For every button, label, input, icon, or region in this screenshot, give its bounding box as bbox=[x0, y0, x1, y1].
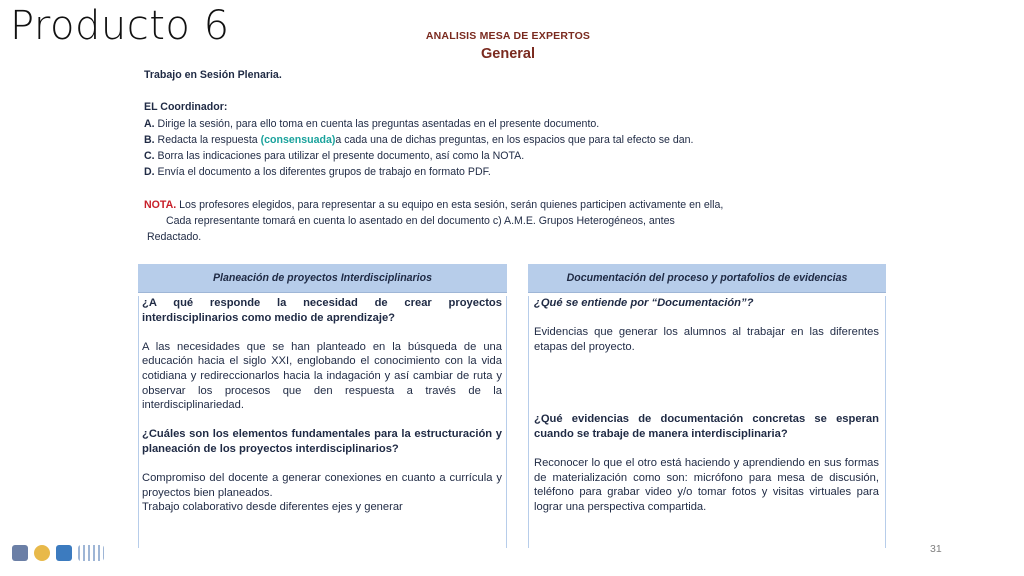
instruction-b-highlight: (consensuada) bbox=[260, 133, 336, 146]
right-column-border-left bbox=[528, 296, 529, 548]
institution-logo-icon bbox=[56, 545, 72, 561]
left-answer-1: A las necesidades que se han planteado en la búsqueda de una educación hacia el siglo XXI, englobando el conocimiento con la vida cotidiana y redireccionarlos hacia la indagación y así cambiar de ruta y observar los procesos que den respuesta a través de la interdisciplinariedad. bbox=[142, 340, 502, 412]
left-answer-2-line-1: Compromiso del docente a generar conexiones en cuanto a currícula y proyectos bien planeados. bbox=[142, 472, 502, 499]
session-heading: Trabajo en Sesión Plenaria. bbox=[144, 69, 282, 81]
left-column-border-left bbox=[138, 296, 139, 548]
coordinator-heading: EL Coordinador: bbox=[144, 101, 228, 114]
instruction-c-text: Borra las indicaciones para utilizar el presente documento, así como la NOTA. bbox=[157, 150, 525, 163]
left-column-header: Planeación de proyectos Interdisciplinarios bbox=[138, 264, 507, 293]
nota-label: NOTA. bbox=[144, 198, 177, 211]
left-column-body bbox=[142, 296, 502, 548]
left-column-border-right bbox=[506, 296, 507, 548]
instruction-b bbox=[144, 132, 864, 148]
slide-title: Producto 6 bbox=[10, 3, 230, 49]
instruction-c-label: C. bbox=[144, 150, 155, 163]
instruction-a-text: Dirige la sesión, para ello toma en cuenta las preguntas asentadas en el presente documento. bbox=[157, 117, 600, 130]
instruction-b-label: B. bbox=[144, 133, 155, 146]
instruction-c bbox=[144, 148, 864, 164]
instructions-block bbox=[144, 67, 864, 246]
slide-subheading: General bbox=[481, 46, 535, 62]
barcode-logo-icon bbox=[78, 545, 104, 561]
instruction-b-text-after: a cada una de dichas preguntas, en los espacios que para tal efecto se dan. bbox=[335, 133, 694, 146]
footer-logos bbox=[12, 545, 104, 561]
instruction-a-label: A. bbox=[144, 117, 155, 130]
instruction-d-label: D. bbox=[144, 166, 155, 179]
instruction-a bbox=[144, 116, 864, 132]
anniversary-logo-icon bbox=[34, 545, 50, 561]
right-question-1: ¿Qué se entiende por “Documentación”? bbox=[534, 297, 754, 309]
right-column-body bbox=[534, 296, 879, 548]
university-seal-icon bbox=[12, 545, 28, 561]
left-question-2: ¿Cuáles son los elementos fundamentales para la estructuración y planeación de los proyectos interdisciplinarios? bbox=[142, 428, 502, 455]
right-answer-1: Evidencias que generar los alumnos al trabajar en las diferentes etapas del proyecto. bbox=[534, 326, 879, 353]
slide-kicker: ANALISIS MESA DE EXPERTOS bbox=[425, 30, 591, 42]
nota-line-3: Redactado. bbox=[147, 231, 202, 244]
instruction-d bbox=[144, 164, 864, 180]
left-question-1: ¿A qué responde la necesidad de crear proyectos interdisciplinarios como medio de aprendizaje? bbox=[142, 297, 502, 324]
right-question-2: ¿Qué evidencias de documentación concretas se esperan cuando se trabaje de manera interdisciplinaria? bbox=[534, 413, 879, 440]
instruction-d-text: Envía el documento a los diferentes grupos de trabajo en formato PDF. bbox=[157, 166, 491, 179]
right-answer-2: Reconocer lo que el otro está haciendo y aprendiendo en sus formas de materialización como son: micrófono para mesa de discusión, teléfono para grabar video y/o tomar fotos y visitas virtuales para lograr una perspectiva compartida. bbox=[534, 457, 879, 513]
left-answer-2-line-2: Trabajo colaborativo desde diferentes ejes y generar bbox=[142, 501, 403, 514]
right-column-border-right bbox=[885, 296, 886, 548]
page-number: 31 bbox=[930, 543, 942, 555]
right-column-header: Documentación del proceso y portafolios de evidencias bbox=[528, 264, 886, 293]
nota-line-2: Cada representante tomará en cuenta lo asentado en del documento c) A.M.E. Grupos Heterogéneos, antes bbox=[166, 215, 675, 228]
nota-paragraph bbox=[144, 197, 864, 213]
instruction-b-text: Redacta la respuesta bbox=[157, 133, 261, 146]
nota-text: Los profesores elegidos, para representar a su equipo en esta sesión, serán quienes participen activamente en ella, bbox=[179, 198, 724, 211]
